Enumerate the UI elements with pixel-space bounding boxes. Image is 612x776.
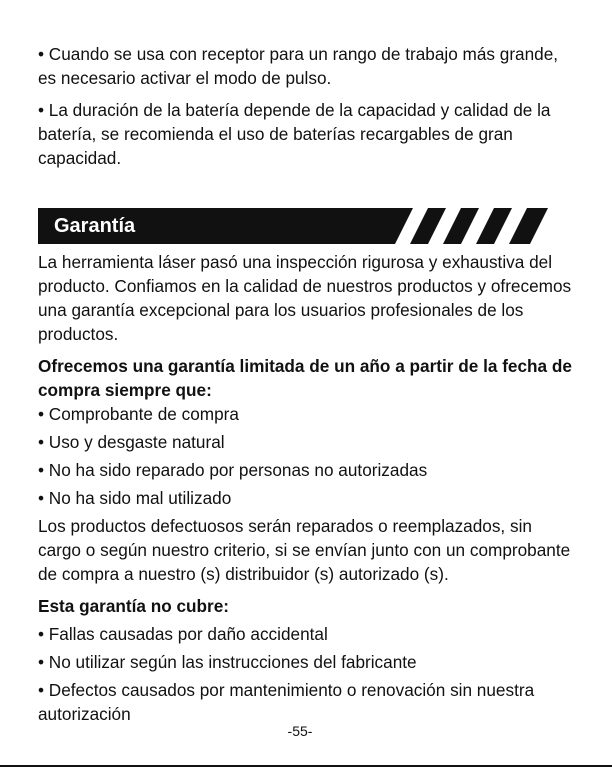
repair-text: Los productos defectuosos serán reparados o reemplazados, sin cargo o según nuestro criterio, si se envían junto con un comprobante de compra a nuestro (s) distribuidor (s) autorizado (s).	[38, 516, 571, 584]
exclusions-heading: Esta garantía no cubre:	[38, 596, 230, 616]
condition-item: • Comprobante de compra	[38, 404, 239, 424]
bottom-rule	[0, 765, 612, 767]
condition-item: • Uso y desgaste natural	[38, 432, 225, 452]
condition-item: • No ha sido reparado por personas no autorizadas	[38, 460, 428, 480]
bullet-battery: • La duración de la batería depende de la capacidad y calidad de la batería, se recomienda el uso de baterías recargables de gran capacidad.	[38, 100, 551, 168]
top-bullets	[38, 42, 578, 170]
section-title: Garantía	[54, 215, 136, 237]
warranty-intro: La herramienta láser pasó una inspección rigurosa y exhaustiva del producto. Confiamos en la calidad de nuestros productos y ofrecemos una garantía excepcional para los usuarios profesionales de los productos.	[38, 252, 572, 344]
bullet-pulse-mode: • Cuando se usa con receptor para un rango de trabajo más grande, es necesario activar el modo de pulso.	[38, 44, 559, 88]
condition-item: • No ha sido mal utilizado	[38, 488, 232, 508]
exclusion-item: • Fallas causadas por daño accidental	[38, 624, 328, 644]
page-number: -55-	[287, 723, 313, 739]
section-header-bar	[38, 208, 548, 244]
exclusion-item: • No utilizar según las instrucciones del fabricante	[38, 652, 417, 672]
warranty-body	[38, 250, 578, 726]
conditions-heading: Ofrecemos una garantía limitada de un año a partir de la fecha de compra siempre que:	[38, 356, 572, 400]
exclusion-item: • Defectos causados por mantenimiento o renovación sin nuestra autorización	[38, 680, 535, 724]
